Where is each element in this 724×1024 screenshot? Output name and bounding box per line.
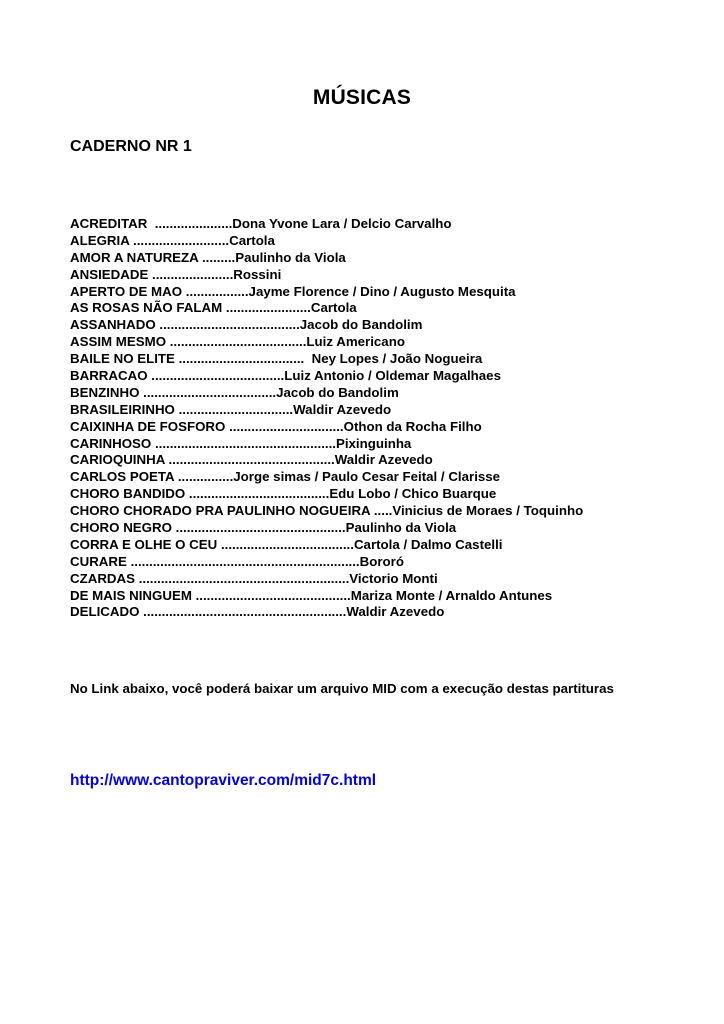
- song-row: BARRACAO ....................................Luiz Antonio / Oldemar Magalhaes: [70, 368, 501, 384]
- song-row: CORRA E OLHE O CEU ....................................Cartola / Dalmo Castelli: [70, 536, 503, 552]
- song-row: APERTO DE MAO .................Jayme Florence / Dino / Augusto Mesquita: [70, 283, 516, 299]
- song-row: CURARE ..............................................................Bororó: [70, 553, 404, 569]
- song-row: CARLOS POETA ...............Jorge simas / Paulo Cesar Feital / Clarisse: [70, 469, 501, 485]
- song-row: CHORO NEGRO ..............................................Paulinho da Viola: [70, 520, 457, 536]
- song-row: BRASILEIRINHO ...............................Waldir Azevedo: [70, 401, 392, 417]
- download-link[interactable]: http://www.cantopraviver.com/mid7c.html: [70, 772, 377, 789]
- song-row: CARINHOSO .................................................Pixinguinha: [70, 435, 412, 451]
- song-row: BAILE NO ELITE .................................. Ney Lopes / João Nogueira: [70, 351, 483, 367]
- song-row: CARIOQUINHA .............................................Waldir Azevedo: [70, 452, 433, 468]
- song-list: [70, 216, 583, 621]
- download-note: No Link abaixo, você poderá baixar um arquivo MID com a execução destas partituras: [70, 681, 614, 696]
- song-row: CAIXINHA DE FOSFORO ...............................Othon da Rocha Filho: [70, 418, 482, 434]
- page-title: MÚSICAS: [312, 86, 412, 109]
- song-row: BENZINHO ....................................Jacob do Bandolim: [70, 384, 399, 400]
- song-row: ACREDITAR .....................Dona Yvone Lara / Delcio Carvalho: [70, 216, 452, 231]
- song-row: ANSIEDADE ......................Rossini: [70, 266, 282, 282]
- song-row: AMOR A NATUREZA .........Paulinho da Viola: [70, 249, 346, 265]
- song-row: CZARDAS .........................................................Victorio Monti: [70, 570, 438, 586]
- song-row: ALEGRIA ..........................Cartola: [70, 232, 275, 248]
- song-row: AS ROSAS NÃO FALAM .......................Cartola: [70, 300, 357, 316]
- song-row: CHORO CHORADO PRA PAULINHO NOGUEIRA .....Vinicius de Moraes / Toquinho: [70, 503, 584, 519]
- song-row: DELICADO .......................................................Waldir Azevedo: [70, 604, 445, 620]
- song-row: DE MAIS NINGUEM ..........................................Mariza Monte / Arnaldo Antunes: [70, 587, 553, 603]
- song-row: ASSANHADO ......................................Jacob do Bandolim: [70, 317, 423, 333]
- song-row: ASSIM MESMO .....................................Luiz Americano: [70, 334, 405, 350]
- song-row: CHORO BANDIDO ......................................Edu Lobo / Chico Buarque: [70, 486, 497, 502]
- section-heading: CADERNO NR 1: [70, 138, 192, 155]
